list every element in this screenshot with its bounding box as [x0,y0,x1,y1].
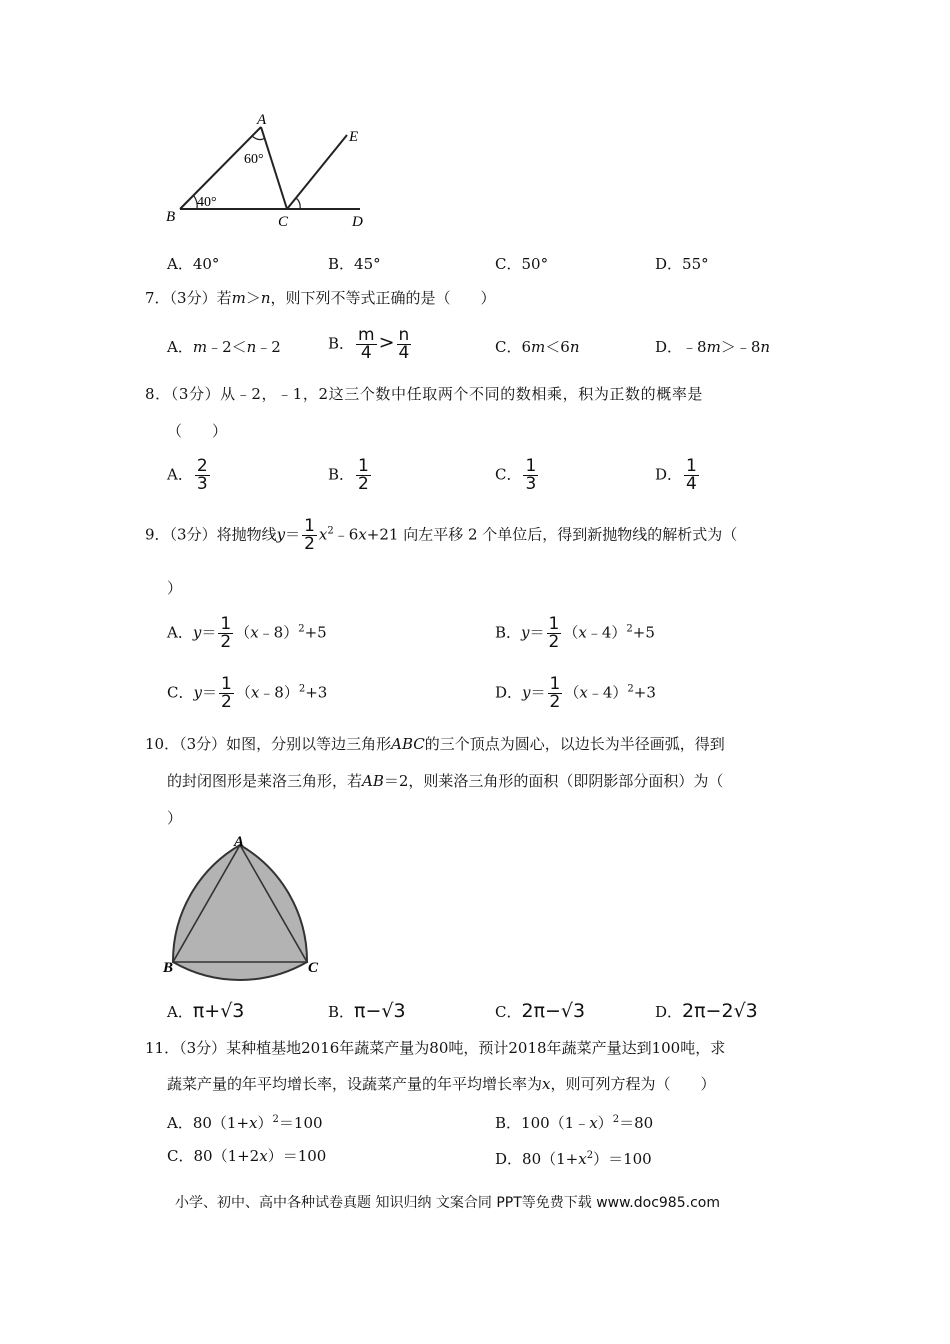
q8-option-b[interactable]: B． $\frac{1}{2}$ [328,456,369,494]
q8-option-a[interactable]: A． $\frac{2}{3}$ [167,456,208,494]
q6-option-b[interactable]: B．45° [328,255,381,273]
q11-stem-line2: 蔬菜产量的年平均增长率，设蔬菜产量的年平均增长率为x，则可列方程为（ ） [167,1075,716,1093]
label-A: A [234,834,245,850]
q10-stem-line3: ） [167,809,183,827]
figure-reuleaux-triangle [160,832,330,982]
q9-stem-line1: 9．（3分）将抛物线y＝ $\frac{1}{2}$ $x^2﹣6x+21$ 向左平移 2 个单位后，得到新抛物线的解析式为（ [145,516,738,554]
q8-option-d[interactable]: D． $\frac{1}{4}$ [655,456,697,494]
q7-stem: 7．（3分）若m＞n，则下列不等式正确的是（ ） [145,289,496,307]
q7-option-d[interactable]: D．﹣8m＞﹣8n [655,338,771,356]
q6-option-a[interactable]: A．40° [167,255,220,273]
label-E: E [349,129,359,145]
q9-stem-line2: ） [167,579,183,597]
page-footer: 小学、初中、高中各种试卷真题 知识归纳 文案合同 PPT等免费下载 www.doc985.com [175,1195,720,1211]
label-B: B [163,960,174,976]
q10-option-a[interactable]: A．π+√3 [167,1000,245,1022]
q10-option-d[interactable]: D．2π−2√3 [655,1000,758,1022]
q6-option-c[interactable]: C．50° [495,255,549,273]
q9-option-b[interactable]: B．y＝ $\frac{1}{2}$ （x﹣4）$^2$+5 [495,614,655,652]
label-A: A [257,112,267,128]
q10-option-b[interactable]: B．π−√3 [328,1000,406,1022]
label-D: D [352,214,363,230]
label-C: C [278,214,289,230]
label-C: C [308,960,319,976]
q11-option-d[interactable]: D．$80(1+x^2)=100$ [495,1150,652,1168]
q10-option-c[interactable]: C．2π−√3 [495,1000,586,1022]
q7-option-c[interactable]: C．6m＜6n [495,338,580,356]
q9-option-d[interactable]: D．y＝ $\frac{1}{2}$ （x﹣4）$^2$+3 [495,674,656,712]
q11-option-c[interactable]: C．80（1+2x）＝100 [167,1147,327,1165]
angle-A-label: 60° [244,152,264,167]
q10-stem-line1: 10．（3分）如图，分别以等边三角形ABC的三个顶点为圆心，以边长为半径画弧，得到 [145,735,725,753]
q11-option-a[interactable]: A．$80(1+x)^2=100$ [167,1114,323,1132]
q8-stem-line2: （ ） [167,422,228,440]
q8-stem-line1: 8．（3分）从﹣2，﹣1，2这三个数中任取两个不同的数相乘，积为正数的概率是 [145,385,704,403]
q6-option-d[interactable]: D．55° [655,255,709,273]
q7-option-a[interactable]: A．m﹣2＜n﹣2 [167,338,281,356]
angle-B-label: 40° [197,195,217,210]
label-B: B [166,209,176,225]
q8-option-c[interactable]: C． $\frac{1}{3}$ [495,456,537,494]
figure-angles [160,108,375,233]
q11-option-b[interactable]: B．100（1﹣x）$^2$＝80 [495,1114,654,1132]
q10-stem-line2: 的封闭图形是莱洛三角形，若AB＝2，则莱洛三角形的面积（即阴影部分面积）为（ [167,772,724,790]
q11-stem-line1: 11．（3分）某种植基地2016年蔬菜产量为80吨，预计2018年蔬菜产量达到100吨，求 [145,1039,726,1057]
q9-option-a[interactable]: A．y＝ $\frac{1}{2}$ （x﹣8）$^2$+5 [167,614,327,652]
q7-option-b[interactable]: B． $\frac{m}{4}$ > $\frac{n}{4}$ [328,325,410,363]
q9-option-c[interactable]: C．y＝ $\frac{1}{2}$ （x﹣8）$^2$+3 [167,674,328,712]
